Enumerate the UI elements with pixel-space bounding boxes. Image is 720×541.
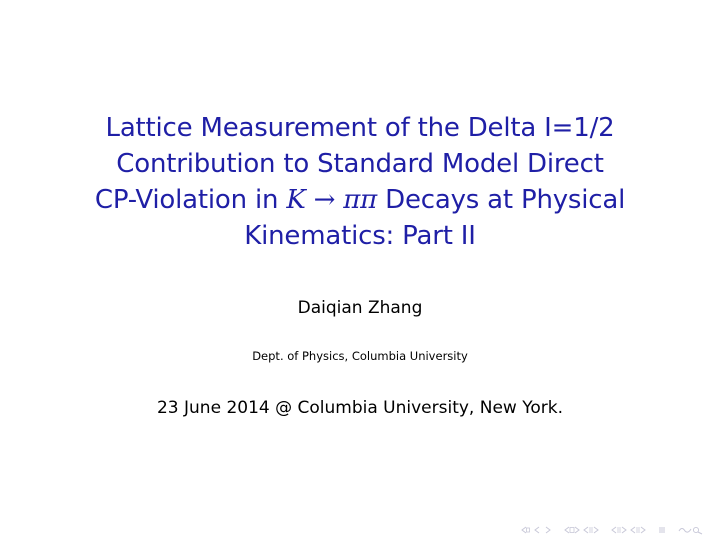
previous-frame-icon[interactable] [533,524,541,536]
date-location: 23 June 2014 @ Columbia University, New York. [156,398,563,418]
navigation-bar [520,523,704,537]
title-line-2: Contribution to Standard Model Direct [116,149,604,179]
title-line-3-suffix: Decays at Physical [377,185,626,215]
first-frame-icon[interactable] [520,524,530,536]
next-section-icon[interactable] [630,524,646,536]
previous-subsection-icon[interactable] [564,524,580,536]
search-icon[interactable] [678,524,704,536]
title-line-4: Kinematics: Part II [244,221,476,251]
previous-section-icon[interactable] [611,524,627,536]
title-line-3-prefix: CP-Violation in [94,185,287,215]
kaon-symbol: K [286,185,306,215]
pion-symbols: ππ [343,185,378,215]
slide-title [40,110,680,254]
next-subsection-icon[interactable] [583,524,599,536]
align-icon[interactable] [658,524,666,536]
author-name: Daiqian Zhang [297,298,423,318]
next-frame-icon[interactable] [544,524,552,536]
title-line-1: Lattice Measurement of the Delta I=1/2 [105,113,615,143]
title-line-3 [40,182,680,218]
institute: Dept. of Physics, Columbia University [252,349,468,363]
arrow-symbol: → [305,185,344,215]
